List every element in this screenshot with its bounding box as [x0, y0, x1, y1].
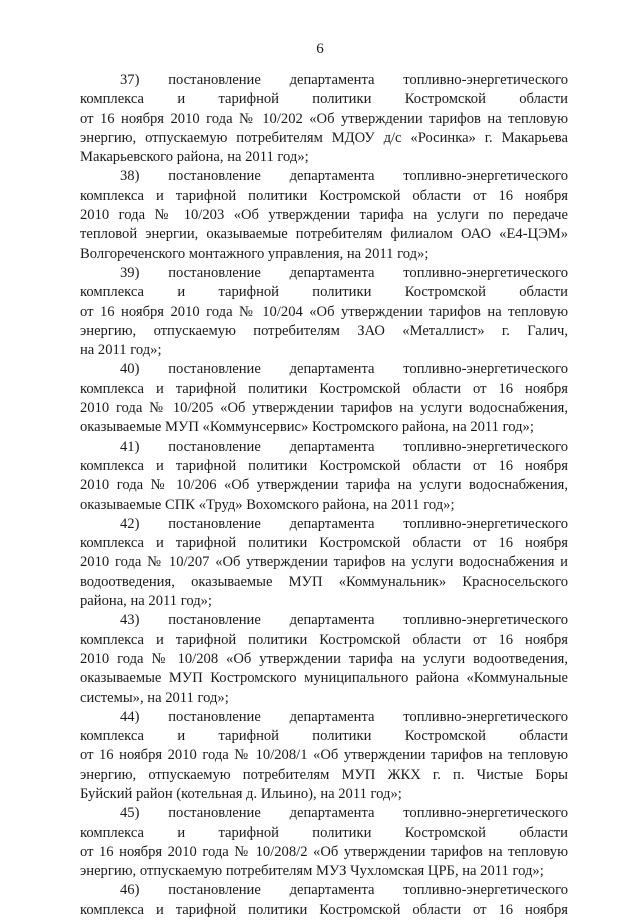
text-line: 45) постановление департамента топливно-энергетического: [120, 805, 568, 822]
text-line: энергию, отпускаемую потребителям ЗАО «Металлист» г. Галич,: [80, 322, 568, 339]
document-body: [80, 71, 568, 920]
text-line: от 16 ноября 2010 года № 10/204 «Об утверждении тарифов на тепловую: [80, 303, 568, 320]
text-line: Волгореченского монтажного управления, на 2011 год»;: [80, 245, 429, 262]
text-line: 2010 года № 10/206 «Об утверждении тарифа на услуги водоснабжения,: [80, 477, 568, 494]
text-line: от 16 ноября 2010 года № 10/202 «Об утверждении тарифов на тепловую: [80, 110, 568, 127]
text-line: 38) постановление департамента топливно-энергетического: [120, 168, 568, 185]
text-line: энергию, отпускаемую потребителям МУП ЖКХ г. п. Чистые Боры: [80, 766, 568, 783]
text-line: комплекса и тарифной политики Костромской области: [80, 824, 568, 841]
text-line: системы», на 2011 год»;: [80, 689, 229, 706]
list-item-43: [80, 611, 568, 707]
text-line: оказываемые СПК «Труд» Вохомского района, на 2011 год»;: [80, 496, 455, 513]
text-line: от 16 ноября 2010 года № 10/208/1 «Об утверждении тарифов на тепловую: [80, 747, 568, 764]
text-line: энергию, отпускаемую потребителям МУЗ Чухломская ЦРБ, на 2011 год»;: [80, 863, 544, 880]
text-line: 40) постановление департамента топливно-энергетического: [120, 361, 568, 378]
text-line: на 2011 год»;: [80, 342, 162, 359]
list-item-46: [80, 881, 568, 920]
text-line: водоотведения, оказываемые МУП «Коммунальник» Красносельского: [80, 573, 568, 590]
text-line: Макарьевского района, на 2011 год»;: [80, 149, 309, 166]
text-line: района, на 2011 год»;: [80, 593, 212, 610]
text-line: Буйский район (котельная д. Ильино), на 2011 год»;: [80, 785, 402, 802]
text-line: комплекса и тарифной политики Костромской области: [80, 728, 568, 745]
list-item-37: [80, 71, 568, 167]
list-item-45: [80, 804, 568, 881]
text-line: 2010 года № 10/205 «Об утверждении тарифов на услуги водоснабжения,: [80, 400, 568, 417]
list-item-41: [80, 438, 568, 515]
text-line: комплекса и тарифной политики Костромской области от 16 ноября: [80, 457, 568, 474]
text-line: комплекса и тарифной политики Костромской области от 16 ноября: [80, 187, 568, 204]
page-number: 6: [316, 41, 324, 57]
text-line: энергию, отпускаемую потребителям МДОУ д/с «Росинка» г. Макарьева: [80, 129, 568, 146]
text-line: оказываемые МУП «Коммунсервис» Костромского района, на 2011 год»;: [80, 419, 534, 436]
text-line: 2010 года № 10/203 «Об утверждении тарифа на услуги по передаче: [80, 207, 568, 224]
text-line: 2010 года № 10/207 «Об утверждении тарифов на услуги водоснабжения и: [80, 554, 568, 571]
text-line: 37) постановление департамента топливно-энергетического: [120, 72, 568, 88]
text-line: комплекса и тарифной политики Костромской области от 16 ноября: [80, 535, 568, 552]
text-line: от 16 ноября 2010 года № 10/208/2 «Об утверждении тарифов на тепловую: [80, 843, 568, 860]
list-item-39: [80, 264, 568, 360]
list-item-38: [80, 167, 568, 263]
text-line: комплекса и тарифной политики Костромской области от 16 ноября: [80, 631, 568, 648]
text-line: комплекса и тарифной политики Костромской области от 16 ноября: [80, 380, 568, 397]
text-line: оказываемые МУП Костромского муниципального района «Коммунальные: [80, 670, 568, 687]
text-line: комплекса и тарифной политики Костромской области: [80, 91, 568, 108]
text-line: 44) постановление департамента топливно-энергетического: [120, 708, 568, 725]
text-line: 43) постановление департамента топливно-энергетического: [120, 612, 568, 629]
text-line: 2010 года № 10/208 «Об утверждении тарифа на услуги водоотведения,: [80, 650, 568, 667]
text-line: 46) постановление департамента топливно-энергетического: [120, 882, 568, 899]
list-item-44: [80, 708, 568, 804]
text-line: тепловой энергии, оказываемые потребителям филиалом ОАО «Е4-ЦЭМ»: [80, 226, 568, 243]
text-line: комплекса и тарифной политики Костромской области от 16 ноября: [80, 901, 568, 918]
text-line: 41) постановление департамента топливно-энергетического: [120, 438, 568, 455]
text-line: 39) постановление департамента топливно-энергетического: [120, 264, 568, 281]
list-item-42: [80, 515, 568, 611]
text-line: 42) постановление департамента топливно-энергетического: [120, 515, 568, 532]
list-item-40: [80, 360, 568, 437]
text-line: комплекса и тарифной политики Костромской области: [80, 284, 568, 301]
